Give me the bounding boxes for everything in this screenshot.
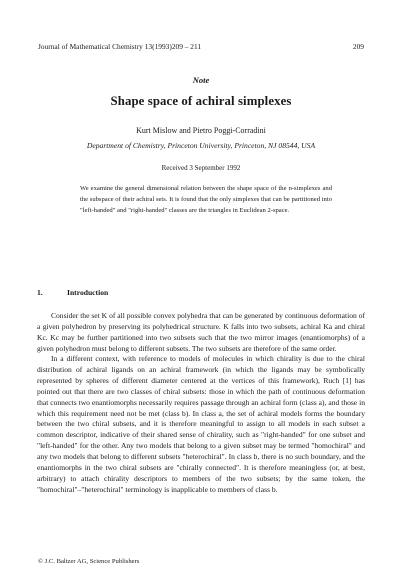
- running-header: [38, 42, 364, 51]
- section-title: Introduction: [67, 288, 109, 297]
- body-text: [37, 311, 365, 495]
- page-number: 209: [352, 42, 364, 51]
- section-heading: [37, 288, 108, 297]
- received-date: Received 3 September 1992: [161, 164, 241, 172]
- paper-title: Shape space of achiral simplexes: [110, 94, 292, 108]
- author-list: Kurt Mislow and Pietro Poggi-Corradini: [136, 126, 266, 135]
- note-label: Note: [192, 75, 210, 85]
- copyright-footer: © J.C. Baltzer AG, Science Publishers: [38, 558, 140, 565]
- paragraph: Consider the set K of all possible convex polyhedra that can be generated by continuous deformation of a given polyhedron by preserving its polyhedrical structure. K falls into two subsets, achiral Ka and chiral Kc. Kc may be further partitioned into two subsets such that the two mirror images (enantiomorphs) of a given polyhedron must belong to different subsets. The two subsets are therefore of the same order.: [37, 311, 365, 353]
- affiliation: Department of Chemistry, Princeton University, Princeton, NJ 08544, USA: [86, 141, 316, 150]
- section-number: 1.: [37, 288, 43, 297]
- paragraph: In a different context, with reference to models of molecules in which chirality is due to the chiral distribution of achiral ligands on an achiral framework (in which the ligands may be symbolically represented by spheres of different diameter centered at the vertices of this framework), Ruch [1] has pointed out that there are two classes of chiral subsets: those in which the path of continuous deformation that connects two enantiomorphs necessarily requires passage through an achiral form (class a), and those in which this requirement need not be met (class b). In class a, the set of achiral models forms the boundary between the two chiral subsets, and it is therefore meaningful to assign to all models in each subset a common descriptor, indicative of their shared sense of chirality, such as "right-handed" for one subset and "left-handed" for the other. Any two models that belong to a given subset may be termed "homochiral" and any two models that belong to different subsets "heterochiral". In class b, there is no such boundary, and the enantiomorphs in the two chiral subsets are "chirally connected". It is therefore meaningless (or, at best, arbitrary) to attach chirality descriptors to members of the two subsets; by the same token, the "homochiral"–"heterochiral" terminology is inapplicable to members of class b.: [37, 354, 365, 494]
- abstract: We examine the general dimensional relation between the shape space of the n-simplexes and the subspace of their achiral sets. It is found that the only simplexes that can be partitioned into "left-handed" and "right-handed" classes are the triangles in Euclidean 2-space.: [80, 185, 332, 214]
- journal-citation: Journal of Mathematical Chemistry 13(1993)209 – 211: [38, 42, 202, 51]
